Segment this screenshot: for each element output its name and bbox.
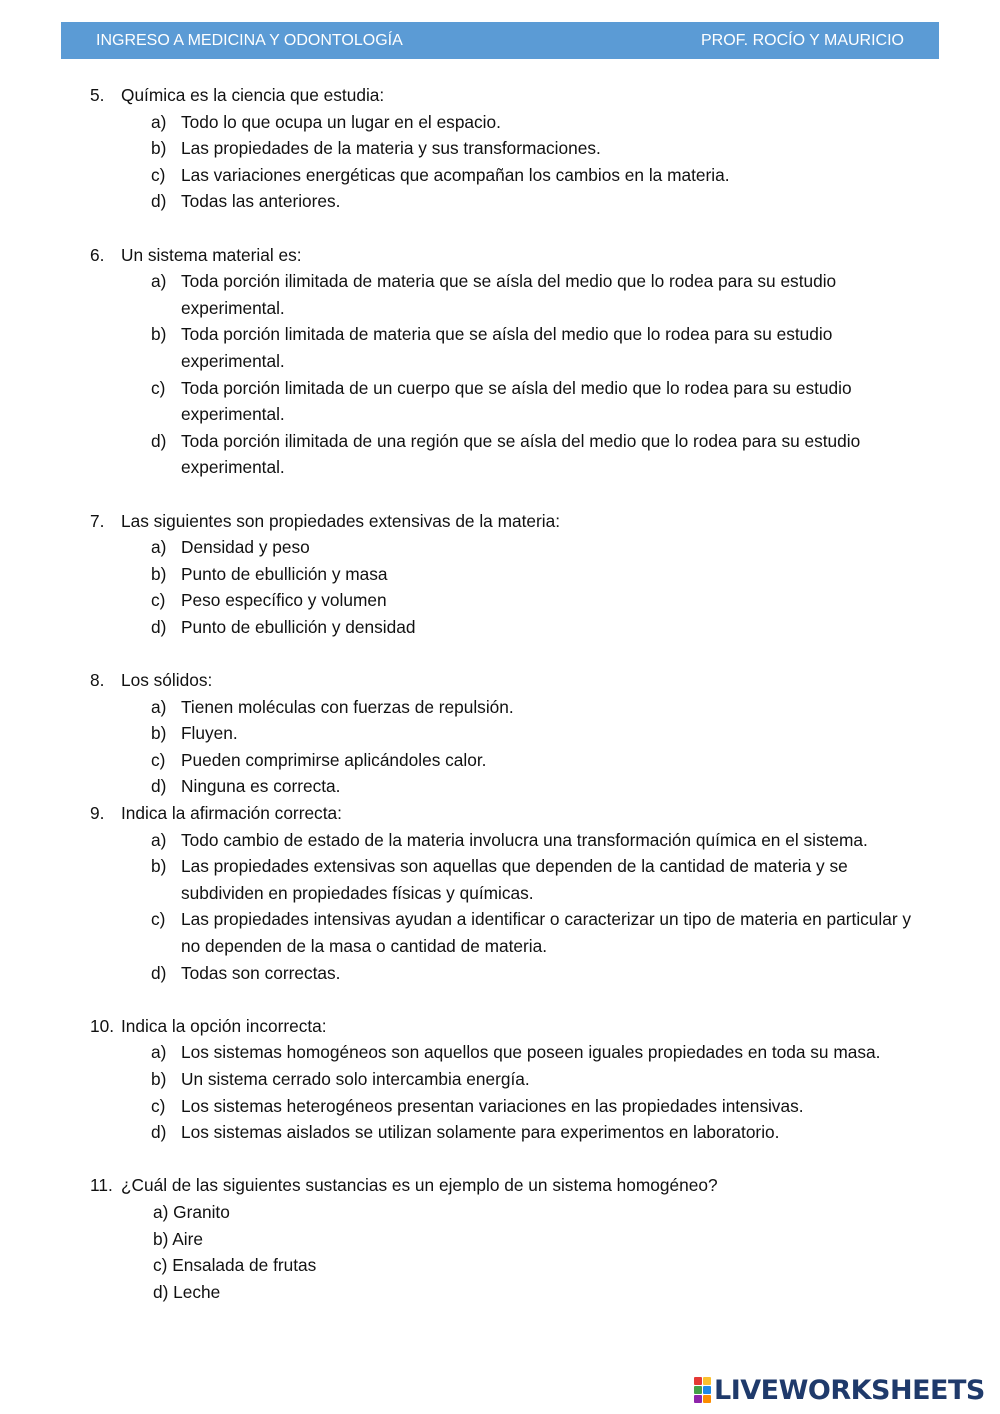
question-8: [0, 667, 1000, 800]
option-a[interactable]: [0, 109, 1000, 136]
option-text: Las propiedades extensivas son aquellas que dependen de la cantidad de materia y se subdividen en propiedades físicas y químicas.: [181, 856, 848, 903]
option-text: Tienen moléculas con fuerzas de repulsión.: [181, 696, 514, 717]
option-b[interactable]: [0, 720, 1000, 747]
option-label: d): [151, 616, 167, 637]
option-text: Toda porción limitada de un cuerpo que se aísla del medio que lo rodea para su estudio experimental.: [181, 377, 852, 425]
question-text: Indica la opción incorrecta:: [121, 1015, 327, 1036]
question-9: [0, 800, 1000, 986]
option-a[interactable]: [0, 1039, 1000, 1066]
option-label: a): [151, 271, 167, 292]
question-text: Indica la afirmación correcta:: [121, 803, 342, 824]
option-label: a): [151, 696, 167, 717]
question-number: 10.: [90, 1015, 115, 1036]
option-text: Peso específico y volumen: [181, 590, 387, 611]
question-list: [0, 82, 1000, 1305]
question-7: [0, 508, 1000, 641]
option-label: b): [151, 324, 167, 345]
question-text: Los sólidos:: [121, 670, 213, 691]
option-a[interactable]: [0, 534, 1000, 561]
option-text: Fluyen.: [181, 723, 238, 744]
option-label: c): [151, 377, 166, 398]
option-label: b): [151, 563, 167, 584]
question-text: ¿Cuál de las siguientes sustancias es un ejemplo de un sistema homogéneo?: [121, 1175, 718, 1196]
question-10: [0, 1013, 1000, 1146]
header-professors: PROF. ROCÍO Y MAURICIO: [701, 31, 904, 49]
option-a[interactable]: [0, 268, 1000, 321]
option-a[interactable]: [0, 827, 1000, 854]
option-text: Toda porción ilimitada de materia que se aísla del medio que lo rodea para su estudio experimental.: [181, 271, 837, 318]
option-b[interactable]: [0, 1066, 1000, 1093]
option-label: c): [151, 1095, 166, 1116]
option-text: Toda porción limitada de materia que se aísla del medio que lo rodea para su estudio experimental.: [181, 324, 833, 371]
option-text: Las propiedades de la materia y sus transformaciones.: [181, 138, 601, 159]
option-label: d): [151, 430, 167, 451]
option-d[interactable]: [0, 773, 1000, 800]
question-11: [0, 1172, 1000, 1305]
option-text: Densidad y peso: [181, 537, 310, 558]
option-label: c): [151, 749, 166, 770]
question-text: Un sistema material es:: [121, 244, 302, 265]
option-label: b): [151, 856, 167, 877]
question-5: [0, 82, 1000, 215]
option-label: d): [151, 191, 167, 212]
option-label: a): [151, 829, 167, 850]
option-text: Las variaciones energéticas que acompañan los cambios en la materia.: [181, 164, 730, 185]
option-label: a): [151, 111, 167, 132]
option-c[interactable]: [0, 1093, 1000, 1120]
option-d[interactable]: [0, 614, 1000, 641]
brand-name: LIVEWORKSHEETS: [714, 1374, 985, 1406]
option-b[interactable]: b) Aire: [153, 1228, 203, 1249]
question-6: [0, 242, 1000, 481]
option-b[interactable]: [0, 321, 1000, 374]
question-number: 5.: [90, 85, 105, 105]
option-d[interactable]: [0, 1119, 1000, 1146]
question-number: 8.: [90, 670, 105, 691]
option-a[interactable]: a) Granito: [153, 1201, 230, 1222]
option-d[interactable]: [0, 188, 1000, 215]
question-number: 11.: [90, 1175, 113, 1196]
option-label: c): [151, 909, 166, 930]
option-text: Toda porción ilimitada de una región que se aísla del medio que lo rodea para su estudio experimental.: [181, 430, 861, 478]
option-c[interactable]: [0, 162, 1000, 189]
option-label: b): [151, 1068, 167, 1089]
header-course-title: INGRESO A MEDICINA Y ODONTOLOGÍA: [96, 31, 403, 49]
option-text: Las propiedades intensivas ayudan a identificar o caracterizar un tipo de materia en particular y no dependen de la masa o cantidad de materia.: [181, 909, 912, 956]
liveworksheets-logo: [694, 1374, 985, 1406]
logo-mark-icon: [694, 1377, 711, 1403]
question-text: Química es la ciencia que estudia:: [121, 85, 385, 105]
option-text: Los sistemas aislados se utilizan solamente para experimentos en laboratorio.: [181, 1122, 780, 1143]
question-number: 9.: [90, 803, 105, 824]
option-b[interactable]: [0, 853, 1000, 906]
option-label: d): [151, 776, 167, 797]
option-label: a): [151, 1042, 167, 1063]
option-b[interactable]: [0, 561, 1000, 588]
option-a[interactable]: [0, 694, 1000, 721]
option-d[interactable]: [0, 960, 1000, 987]
option-d[interactable]: d) Leche: [153, 1281, 221, 1302]
option-label: d): [151, 1122, 167, 1143]
option-c[interactable]: [0, 747, 1000, 774]
question-text: Las siguientes son propiedades extensivas de la materia:: [121, 510, 561, 531]
option-label: b): [151, 723, 167, 744]
option-c[interactable]: [0, 906, 1000, 959]
option-b[interactable]: [0, 135, 1000, 162]
option-d[interactable]: [0, 428, 1000, 481]
option-text: Todo lo que ocupa un lugar en el espacio.: [181, 111, 501, 132]
page-header: [61, 22, 939, 59]
option-text: Todo cambio de estado de la materia involucra una transformación química en el sistema.: [181, 829, 868, 850]
option-c[interactable]: [0, 587, 1000, 614]
question-number: 7.: [90, 510, 105, 531]
option-text: Los sistemas heterogéneos presentan variaciones en las propiedades intensivas.: [181, 1095, 804, 1116]
option-c[interactable]: [0, 375, 1000, 428]
option-label: c): [151, 590, 166, 611]
option-c[interactable]: c) Ensalada de frutas: [153, 1255, 317, 1276]
option-label: b): [151, 138, 167, 159]
question-number: 6.: [90, 244, 105, 265]
option-text: Punto de ebullición y densidad: [181, 616, 416, 637]
option-text: Todas las anteriores.: [181, 191, 341, 212]
option-text: Ninguna es correcta.: [181, 776, 341, 797]
option-label: a): [151, 537, 167, 558]
option-text: Pueden comprimirse aplicándoles calor.: [181, 749, 487, 770]
option-label: c): [151, 164, 166, 185]
option-text: Punto de ebullición y masa: [181, 563, 388, 584]
option-text: Un sistema cerrado solo intercambia energía.: [181, 1068, 530, 1089]
option-text: Los sistemas homogéneos son aquellos que poseen iguales propiedades en toda su masa.: [181, 1042, 881, 1063]
option-text: Todas son correctas.: [181, 962, 341, 983]
option-label: d): [151, 962, 167, 983]
